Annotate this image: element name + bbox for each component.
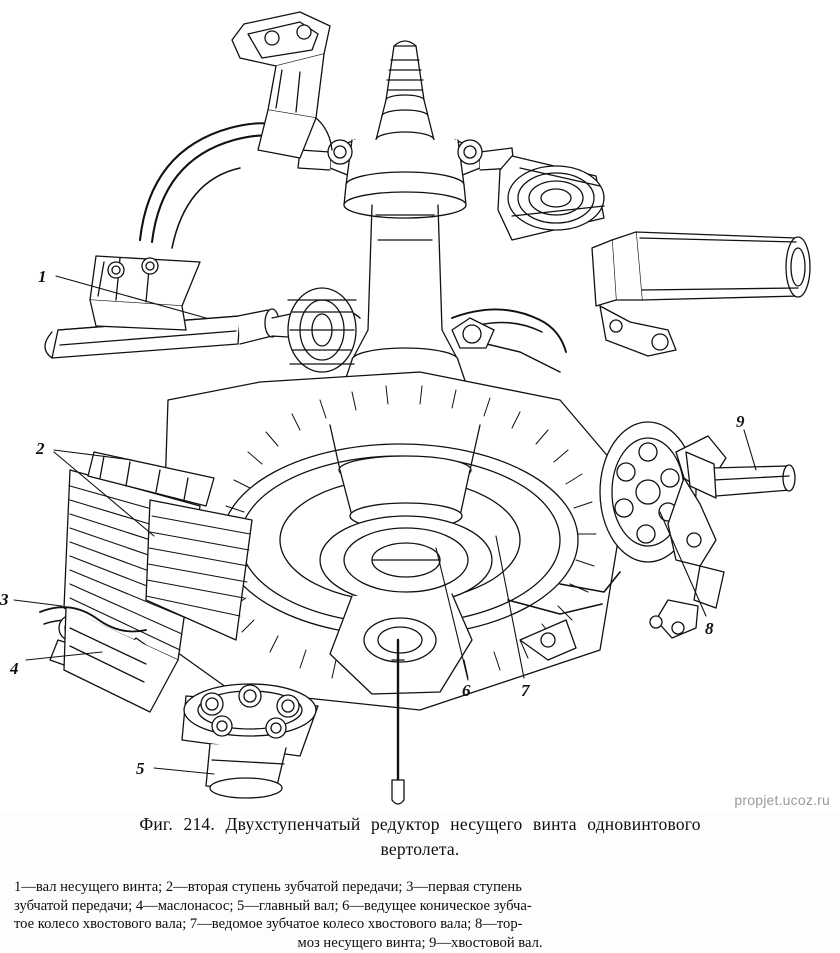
callout-5: 5 bbox=[136, 759, 145, 778]
callout-6: 6 bbox=[462, 681, 471, 700]
figure-caption bbox=[0, 812, 840, 863]
legend-line-3: тое колесо хвостового вала; 7—ведомое зубчатое колесо хвостового вала; 8—тор- bbox=[14, 916, 523, 933]
callout-7: 7 bbox=[521, 681, 530, 700]
callout-1: 1 bbox=[38, 267, 47, 286]
site-watermark: propjet.ucoz.ru bbox=[734, 792, 830, 808]
caption-line-1: Фиг. 214. Двухступенчатый редуктор несущего винта одновинтового bbox=[139, 814, 701, 834]
legend-line-2: зубчатой передачи; 4—маслонасос; 5—главный вал; 6—ведущее коническое зубча- bbox=[14, 897, 532, 914]
callout-4: 4 bbox=[10, 659, 19, 678]
callout-2: 2 bbox=[36, 439, 45, 458]
figure-legend bbox=[14, 878, 826, 953]
callout-8: 8 bbox=[705, 619, 714, 638]
caption-line-2: вертолета. bbox=[380, 839, 460, 860]
legend-line-1: 1—вал несущего винта; 2—вторая ступень зубчатой передачи; 3—первая ступень bbox=[14, 879, 522, 895]
legend-line-4: моз несущего винта; 9—хвостовой вал. bbox=[297, 935, 543, 952]
callout-9: 9 bbox=[736, 412, 745, 431]
callout-3: 3 bbox=[0, 590, 9, 609]
